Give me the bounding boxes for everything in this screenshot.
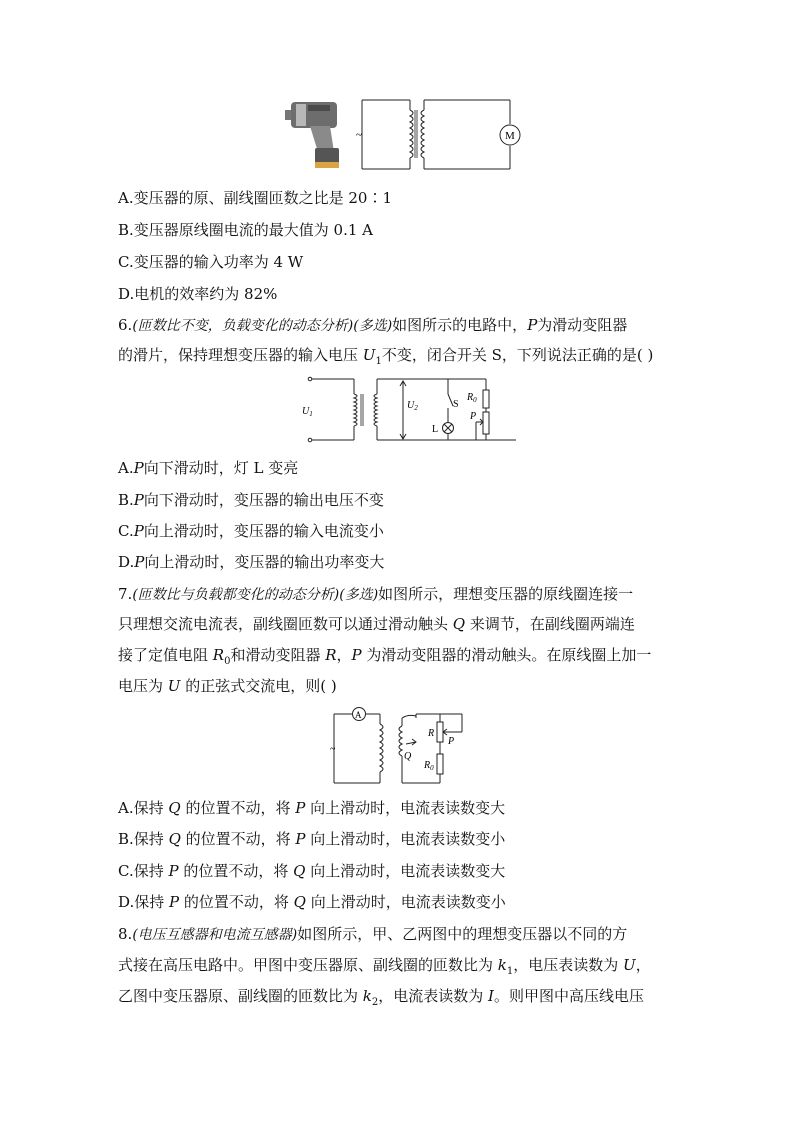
q6-stem-line-1: 6.(匝数比不变，负载变化的动态分析)(多选)如图所示的电路中，P为滑动变阻器 [118, 316, 628, 334]
motor-label: M [505, 130, 515, 142]
switch-label: S [453, 399, 459, 410]
q8-stem-line-3: 乙图中变压器原、副线圈的匝数比为 $k_2$，电流表读数为 I。则甲图中高压线电压 [118, 987, 644, 1008]
q5-option-c: C.变压器的输入功率为 4 W [118, 253, 304, 271]
q8-stem-line-2: 式接在高压电路中。甲图中变压器原、副线圈的匝数比为 $k_1$，电压表读数为 U， [118, 956, 651, 977]
q7-option-a: A.保持 Q 的位置不动，将 P 向上滑动时，电流表读数变大 [118, 799, 506, 817]
q8-topic-tag: (电压互感器和电流互感器) [132, 927, 298, 943]
q6-option-a: A.P向下滑动时，灯 L 变亮 [118, 459, 299, 477]
ac-source-symbol: ~ [330, 744, 336, 755]
q6-number: 6. [118, 316, 133, 334]
q6-stem-line-2: 的滑片，保持理想变压器的输入电压 $U_1$不变，闭合开关 S，下列说法正确的是( ) [118, 346, 654, 367]
ammeter-label: A [355, 710, 362, 720]
u1-label: $U_1$ [302, 406, 313, 418]
u2-label: $U_2$ [407, 400, 418, 412]
q7-option-d: D.保持 P 的位置不动，将 Q 向上滑动时，电流表读数变小 [118, 893, 506, 911]
p-label: P [448, 736, 455, 747]
q5-option-a: A.变压器的原、副线圈匝数之比是 20∶1 [118, 189, 393, 207]
q5-figure [282, 96, 522, 172]
r0-label: $R_0$ [467, 392, 477, 404]
q6-option-d: D.P向上滑动时，变压器的输出功率变大 [118, 553, 385, 571]
q7-stem-line-4: 电压为 U 的正弦式交流电，则( ) [118, 677, 337, 695]
q8-number: 8. [118, 925, 133, 943]
slider-p-label: P [470, 411, 477, 422]
r0-label: $R_0$ [424, 760, 434, 772]
q7-option-b: B.保持 Q 的位置不动，将 P 向上滑动时，电流表读数变小 [118, 830, 506, 848]
electric-drill-image [285, 102, 339, 168]
q7-option-c: C.保持 P 的位置不动，将 Q 向上滑动时，电流表读数变大 [118, 862, 506, 880]
ac-source-symbol: ~ [356, 129, 362, 141]
q8-stem-line-1: 8.(电压互感器和电流互感器)如图所示，甲、乙两图中的理想变压器以不同的方 [118, 925, 628, 943]
q6-option-b: B.P向下滑动时，变压器的输出电压不变 [118, 491, 384, 509]
q5-option-b: B.变压器原线圈电流的最大值为 0.1 A [118, 221, 374, 239]
q7-number: 7. [118, 585, 133, 603]
q7-circuit-figure [330, 704, 470, 786]
q7-stem-line-3: 接了定值电阻 $R_0$和滑动变阻器 R，P 为滑动变阻器的滑动触头。在原线圈上加一 [118, 646, 652, 667]
q6-option-c: C.P向上滑动时，变压器的输入电流变小 [118, 522, 384, 540]
q6-circuit-figure [300, 376, 520, 444]
q-label: Q [404, 751, 412, 762]
q7-stem-line-1: 7.(匝数比与负载都变化的动态分析)(多选)如图所示，理想变压器的原线圈连接一 [118, 585, 634, 603]
q7-stem-line-2: 只理想交流电流表，副线圈匝数可以通过滑动触头 Q 来调节，在副线圈两端连 [118, 615, 635, 633]
q5-option-d: D.电机的效率约为 82% [118, 285, 278, 303]
q6-topic-tag: (匝数比不变，负载变化的动态分析)(多选) [132, 318, 393, 334]
q7-topic-tag: (匝数比与负载都变化的动态分析)(多选) [132, 587, 379, 603]
lamp-label: L [432, 424, 439, 435]
r-label: R [428, 728, 435, 739]
